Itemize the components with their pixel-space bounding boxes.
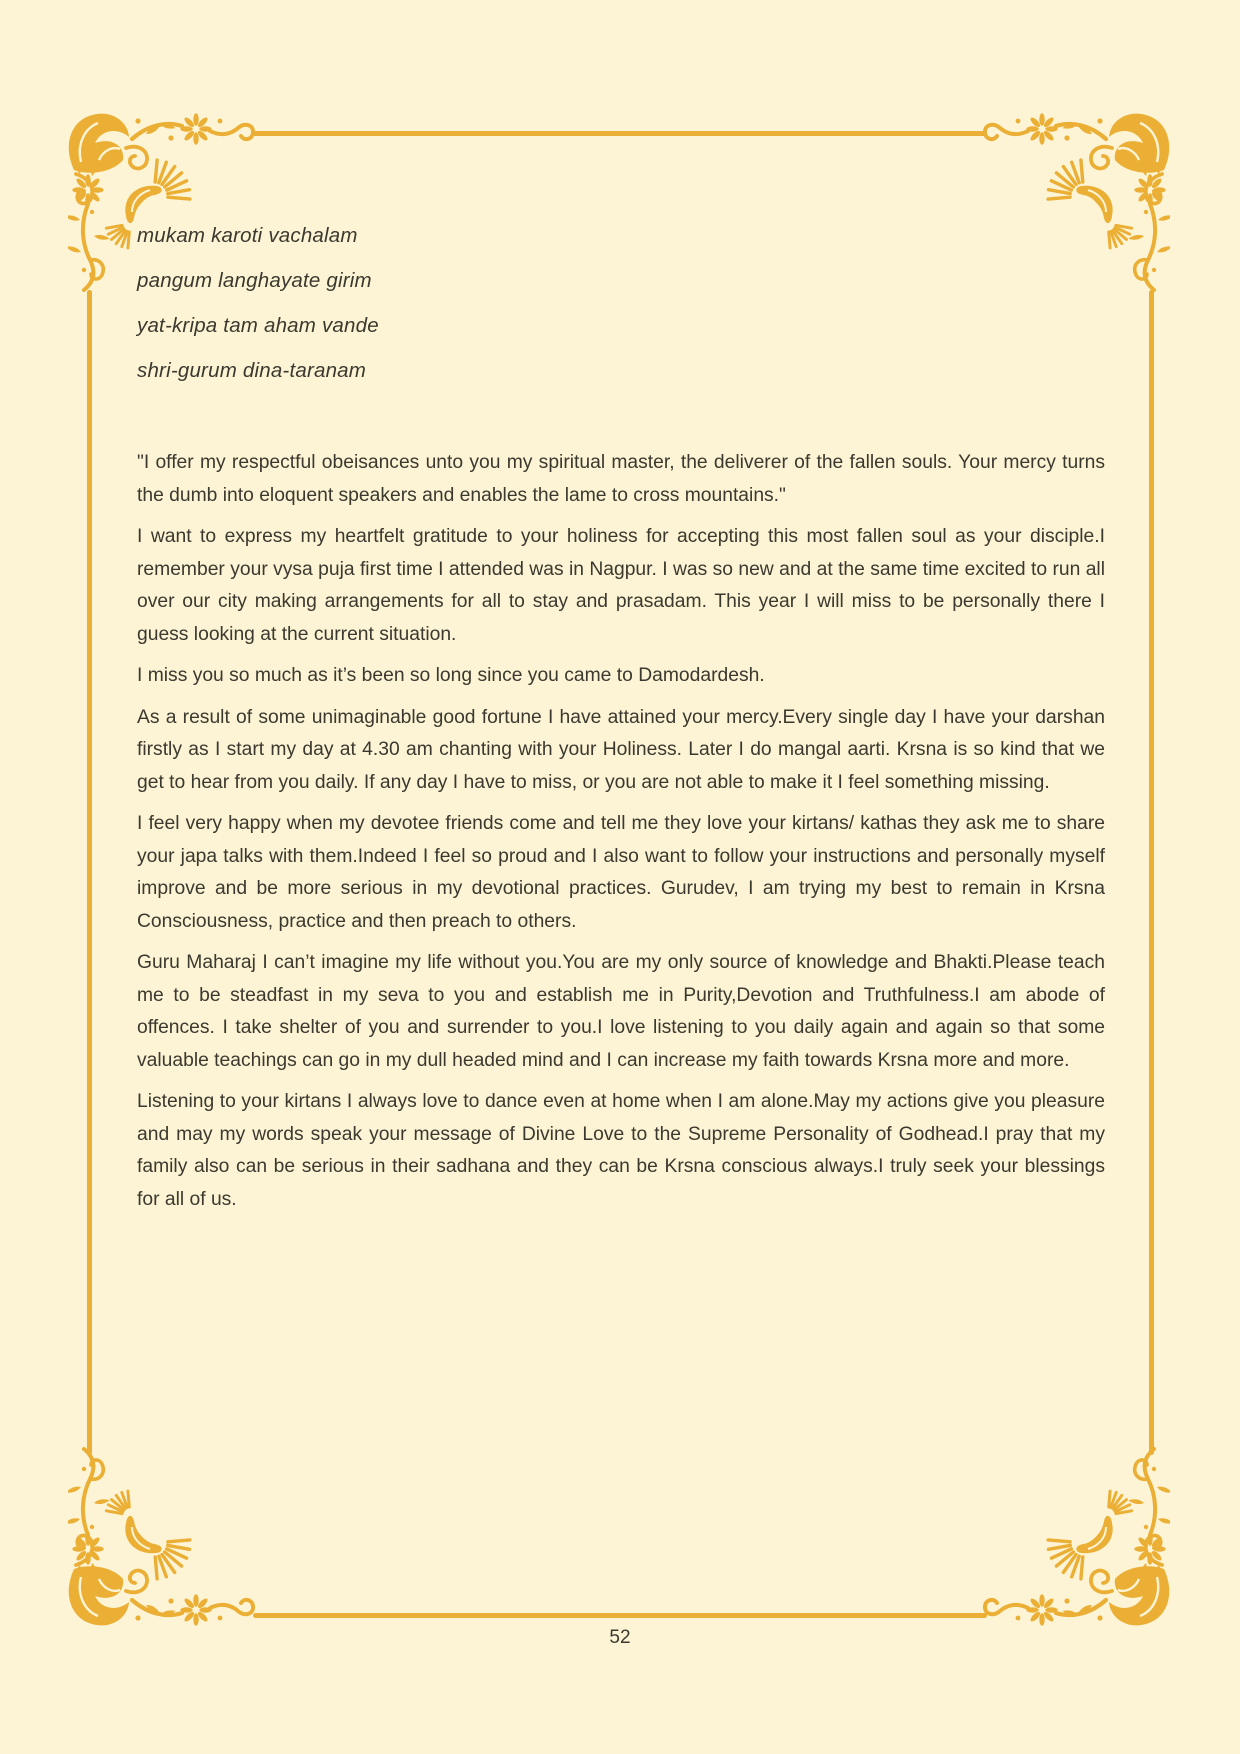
paragraph: I feel very happy when my devotee friends come and tell me they love your kirtans/ kathas they ask me to share your japa talks with them.Indeed I feel so proud and I also want to follow your instructions and personally myself improve and be more serious in my devotional practices. Gurudev, I am trying my best to remain in Krsna Consciousness, practice and then preach to others. xyxy=(137,813,1105,932)
corner-flourish-bottom-right-icon xyxy=(975,1442,1170,1627)
verse-line: yat-kripa tam aham vande xyxy=(137,314,379,337)
border-line-left xyxy=(87,290,92,1455)
paragraph: "I offer my respectful obeisances unto you my spiritual master, the deliverer of the fallen souls. Your mercy turns the dumb into eloquent speakers and enables the lame to cross mountains." xyxy=(137,452,1105,506)
border-line-top xyxy=(253,131,987,136)
verse-line: shri-gurum dina-taranam xyxy=(137,359,367,382)
paragraph: I miss you so much as it’s been so long since you came to Damodardesh. xyxy=(137,665,765,686)
verse-line: mukam karoti vachalam xyxy=(137,224,358,247)
verse-block xyxy=(137,225,379,405)
paragraph: I want to express my heartfelt gratitude to your holiness for accepting this most fallen soul as your disciple.I remember your vysa puja first time I attended was in Nagpur. I was so new and at the same time excited to run all over our city making arrangements for all to stay and prasadam. This year I will miss to be personally there I guess looking at the current situation. xyxy=(137,526,1105,645)
paragraph: Listening to your kirtans I always love to dance even at home when I am alone.May my actions give you pleasure and may my words speak your message of Divine Love to the Supreme Personality of Godhead.I pray that my family also can be serious in their sadhana and they can be Krsna conscious always.I truly seek your blessings for all of us. xyxy=(137,1091,1105,1210)
paragraph: As a result of some unimaginable good fortune I have attained your mercy.Every single day I have your darshan firstly as I start my day at 4.30 am chanting with your Holiness. Later I do mangal aarti. Krsna is so kind that we get to hear from you daily. If any day I have to miss, or you are not able to make it I feel something missing. xyxy=(137,706,1105,793)
page-number: 52 xyxy=(609,1627,631,1648)
paragraph: Guru Maharaj I can’t imagine my life without you.You are my only source of knowledge and Bhakti.Please teach me to be steadfast in my seva to you and establish me in Purity,Devotion and Truthfulness.I am abode of offences. I take shelter of you and surrender to you.I love listening to you daily again and again so that some valuable teachings can go in my dull headed mind and I can increase my faith towards Krsna more and more. xyxy=(137,952,1105,1071)
corner-flourish-top-right-icon xyxy=(975,112,1170,297)
verse-line: pangum langhayate girim xyxy=(137,269,372,292)
corner-flourish-bottom-left-icon xyxy=(68,1442,263,1627)
border-line-right xyxy=(1149,290,1154,1455)
letter-body xyxy=(137,447,1105,1225)
border-line-bottom xyxy=(253,1613,987,1618)
